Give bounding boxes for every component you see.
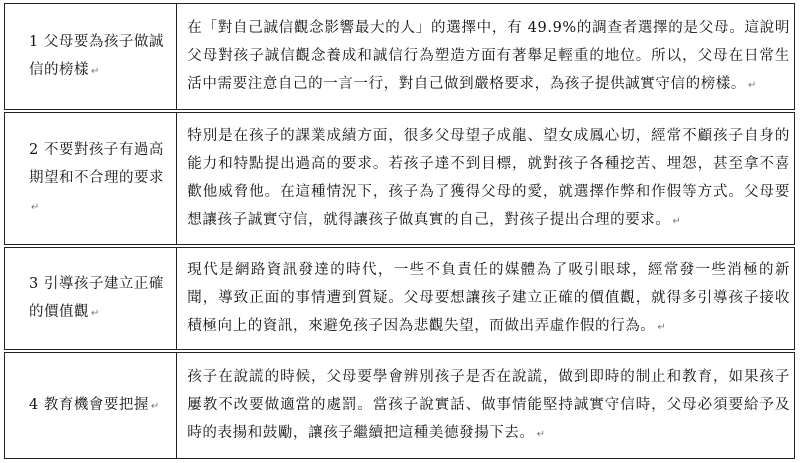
body-text-2: 特別是在孩子的課業成績方面，很多父母望子成龍、望女成鳳心切，經常不顧孩子自身的能力和特點提出過高的要求。若孩子達不到目標，就對孩子各種挖苦、埋怨，甚至拿不喜歡他威脅他。在這種情況下，孩子為了獲得父母的愛，就選擇作弊和作假等方式。父母要想讓孩子誠實守信，就得讓孩子做真實的自己，對孩子提出合理的要求。 ↵ [187,127,790,228]
topic-text-3: 3 引導孩子建立正確的價值觀 ↵ [29,275,164,320]
paragraph-mark-icon: ↵ [536,428,546,440]
body-cell[interactable] [176,112,795,244]
body-cell[interactable] [176,247,795,349]
topic-text-2: 2 不要對孩子有過高期望和不合理的要求↵ [29,141,164,213]
body-cell[interactable] [176,3,795,109]
paragraph-mark-icon: ↵ [91,307,100,319]
paragraph-mark-icon: ↵ [31,201,40,213]
topic-text-1: 1 父母要為孩子做誠信的榜樣 ↵ [29,33,164,78]
topic-cell[interactable] [4,247,176,349]
table-row [4,3,795,109]
body-text-1: 在「對自己誠信觀念影響最大的人」的選擇中，有 49.9%的調查者選擇的是父母。這說明父母對孩子誠信觀念養成和誠信行為塑造方面有著舉足輕重的地位。所以，父母在日常生活中需要注意自己的一言一行，對自己做到嚴格要求，為孩子提供誠實守信的榜樣。 ↵ [187,19,790,92]
paragraph-mark-icon: ↵ [748,79,757,91]
topic-cell[interactable] [4,3,176,109]
table-row [4,247,795,349]
paragraph-mark-icon: ↵ [657,321,667,333]
topic-text-4: 4 教育機會要把握 ↵ [29,396,160,413]
topic-cell[interactable] [4,112,176,244]
paragraph-mark-icon: ↵ [672,215,682,227]
body-text-3: 現代是網路資訊發達的時代，一些不負責任的媒體為了吸引眼球，經常發一些消極的新聞，導致正面的事情遭到質疑。父母要想讓孩子建立正確的價值觀，就得多引導孩子接收積極向上的資訊，來避免孩子因為悲觀失望，而做出弄虛作假的行為。 ↵ [187,261,790,334]
body-cell[interactable] [176,352,795,459]
topic-cell[interactable] [4,352,176,459]
paragraph-mark-icon: ↵ [150,400,160,412]
table-row [4,112,795,244]
table-row [4,352,795,459]
body-text-4: 孩子在說謊的時候，父母要學會辨別孩子是否在說謊，做到即時的制止和教育，如果孩子屢教不改要做適當的處罰。當孩子說實話、做事情能堅持誠實守信時，父母必須要給予及時的表揚和鼓勵，讓孩子繼續把這種美德發揚下去。 ↵ [187,368,790,441]
paragraph-mark-icon: ↵ [91,65,100,77]
content-table [4,3,795,459]
